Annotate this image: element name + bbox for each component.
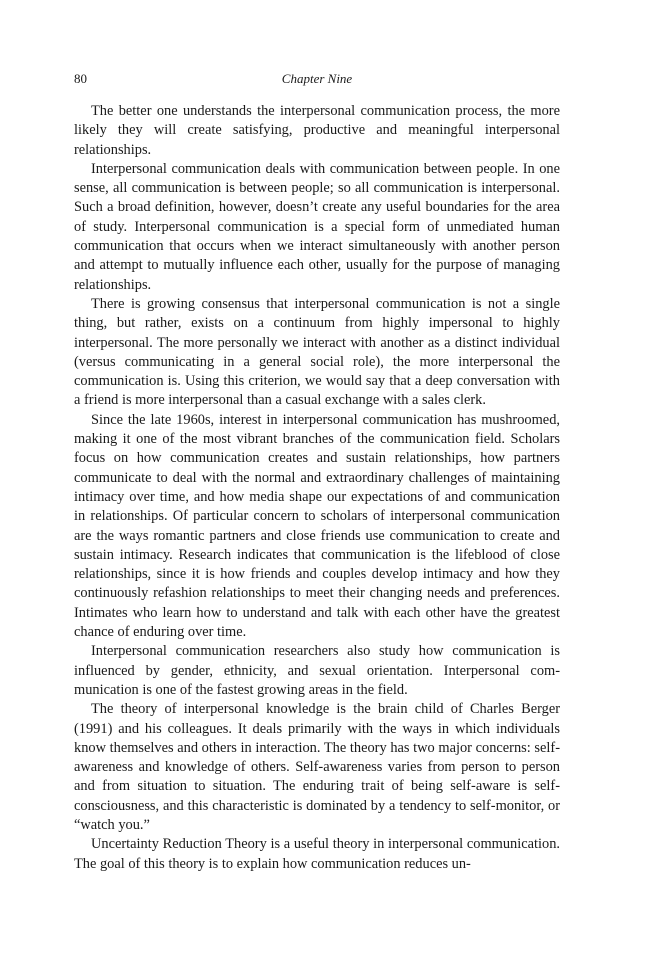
paragraph: Since the late 1960s, interest in interpersonal communication has mushroomed, making it one of the most vibrant branches of the communication field. Scholars focus on how communication creates and sustain relationships, how partners communicate to deal with the normal and extraordinary challenges of maintaining intimacy over time, and how media shape our expectations of and communication in relationships. Of particular concern to scholars of interpersonal communication are the ways romantic partners and close friends use communication to create and sustain intimacy. Research indicates that communication is the lifeblood of close relationships, since it is how friends and couples develop intimacy and how they continuously refashion relationships to meet their changing needs and preferences. Intimates who learn how to understand and talk with each other have the greatest chance of enduring over time. <box>74 411 560 641</box>
paragraph: Interpersonal communication researchers also study how communication is influenced by gender, ethnicity, and sexual orientation. Interpersonal communication is one of the fastest growing areas in the field. <box>74 643 560 698</box>
paragraph: Interpersonal communication deals with communication between people. In one sense, all communication is between people; so all communication is interpersonal. Such a broad definition, however, doesn’t create any useful boundaries for the area of study. Interpersonal communication is a special form of unmediated human communication that occurs when we interact simultaneously with another person and attempt to mutually influence each other, usually for the purpose of managing relationships. <box>74 160 560 293</box>
paragraph: The theory of interpersonal knowledge is the brain child of Charles Berger (1991) and his colleagues. It deals primarily with the ways in which individuals know themselves and others in interaction. The theory has two major concerns: self-awareness and knowledge of others. Self-awareness varies from person to person and from situation to situation. The enduring trait of being self-aware is self-consciousness, and this characteristic is dominated by a tendency to self-monitor, or “watch you.” <box>74 701 560 833</box>
paragraph: Uncertainty Reduction Theory is a useful theory in interpersonal communication. The goal of this theory is to explain how communication reduces un- <box>74 836 560 872</box>
paragraph: There is growing consensus that interpersonal communication is not a single thing, but rather, exists on a continuum from highly impersonal to highly interpersonal. The more personally we interact with another as a distinct individual (versus communicating in a general social role), the more interpersonal the communication is. Using this criterion, we would say that a deep conversation with a friend is more interpersonal than a casual exchange with a sales clerk. <box>74 295 560 409</box>
running-head <box>74 70 560 88</box>
paragraph: The better one understands the interpersonal communication process, the more likely they will create satisfying, productive and meaningful interpersonal relationships. <box>74 103 560 158</box>
body-text <box>74 102 560 874</box>
page-number: 80 <box>74 71 87 86</box>
chapter-title: Chapter Nine <box>281 71 353 86</box>
